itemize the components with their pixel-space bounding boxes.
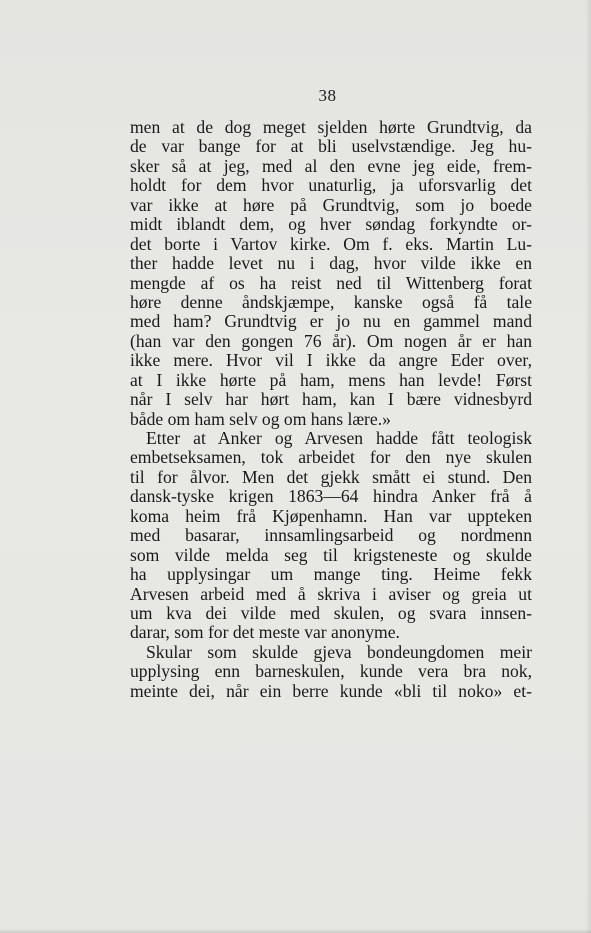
text-line: darar, som for det meste var anonyme. [130,622,400,643]
body-text [130,118,532,701]
text-line: ha upplysingar um mange ting. Heime fekk [130,564,532,585]
text-line: embetseksamen, tok arbeidet for den nye skulen [130,447,532,468]
text-line: mengde af os ha reist ned til Wittenberg forat [130,272,532,293]
page-number: 38 [318,86,337,105]
text-line: med basarar, innsamlingsarbeid og nordmenn [130,525,532,546]
text-line: Etter at Anker og Arvesen hadde fått teologisk [146,428,532,448]
text-line: Skular som skulde gjeva bondeungdomen meir [146,641,532,662]
text-line: upplysing enn barneskulen, kunde vera bra nok, [130,661,532,682]
text-line: midt iblandt dem, og hver søndag forkyndte or- [130,214,532,235]
text-line: meinte dei, når ein berre kunde «bli til noko» et- [130,680,532,701]
page-bottom-shadow [0,929,591,933]
text-line: det borte i Vartov kirke. Om f. eks. Martin Lu- [130,233,532,254]
text-line: var ikke at høre på Grundtvig, som jo boede [130,194,532,215]
text-line: sker så at jeg, med al den evne jeg eide, frem- [130,155,532,176]
text-line: som vilde melda seg til krigsteneste og skulde [130,544,532,565]
text-line: ikke mere. Hvor vil I ikke da angre Eder over, [130,350,532,371]
text-line: de var bange for at bli uselvstændige. Jeg hu- [130,136,532,157]
text-line: um kva dei vilde med skulen, og svara innsen- [130,602,532,623]
text-line: med ham? Grundtvig er jo nu en gammel mand [130,311,532,332]
text-line: når I selv har hørt ham, kan I bære vidnesbyrd [130,389,532,410]
paragraph [130,429,532,643]
text-line: høre denne åndskjæmpe, kanske også få tale [130,291,532,312]
text-line: men at de dog meget sjelden hørte Grundtvig, da [130,117,532,137]
paragraph [130,118,532,429]
text-line: koma heim frå Kjøpenhamn. Han var uppteken [130,505,532,526]
text-line: både om ham selv og om hans lære.» [130,408,391,429]
page-edge-shadow [585,0,591,933]
paragraph [130,643,532,701]
text-line: (han var den gongen 76 år). Om nogen år er han [130,330,532,351]
text-line: ther hadde levet nu i dag, hvor vilde ikke en [130,253,532,274]
text-line: at I ikke hørte på ham, mens han levde! Først [130,369,532,390]
text-line: holdt for dem hvor unaturlig, ja uforsvarlig det [130,175,532,196]
text-line: dansk-tyske krigen 1863—64 hindra Anker frå å [130,486,532,507]
text-line: til for ålvor. Men det gjekk smått ei stund. Den [130,466,532,487]
text-line: Arvesen arbeid med å skriva i aviser og greia ut [130,583,532,604]
